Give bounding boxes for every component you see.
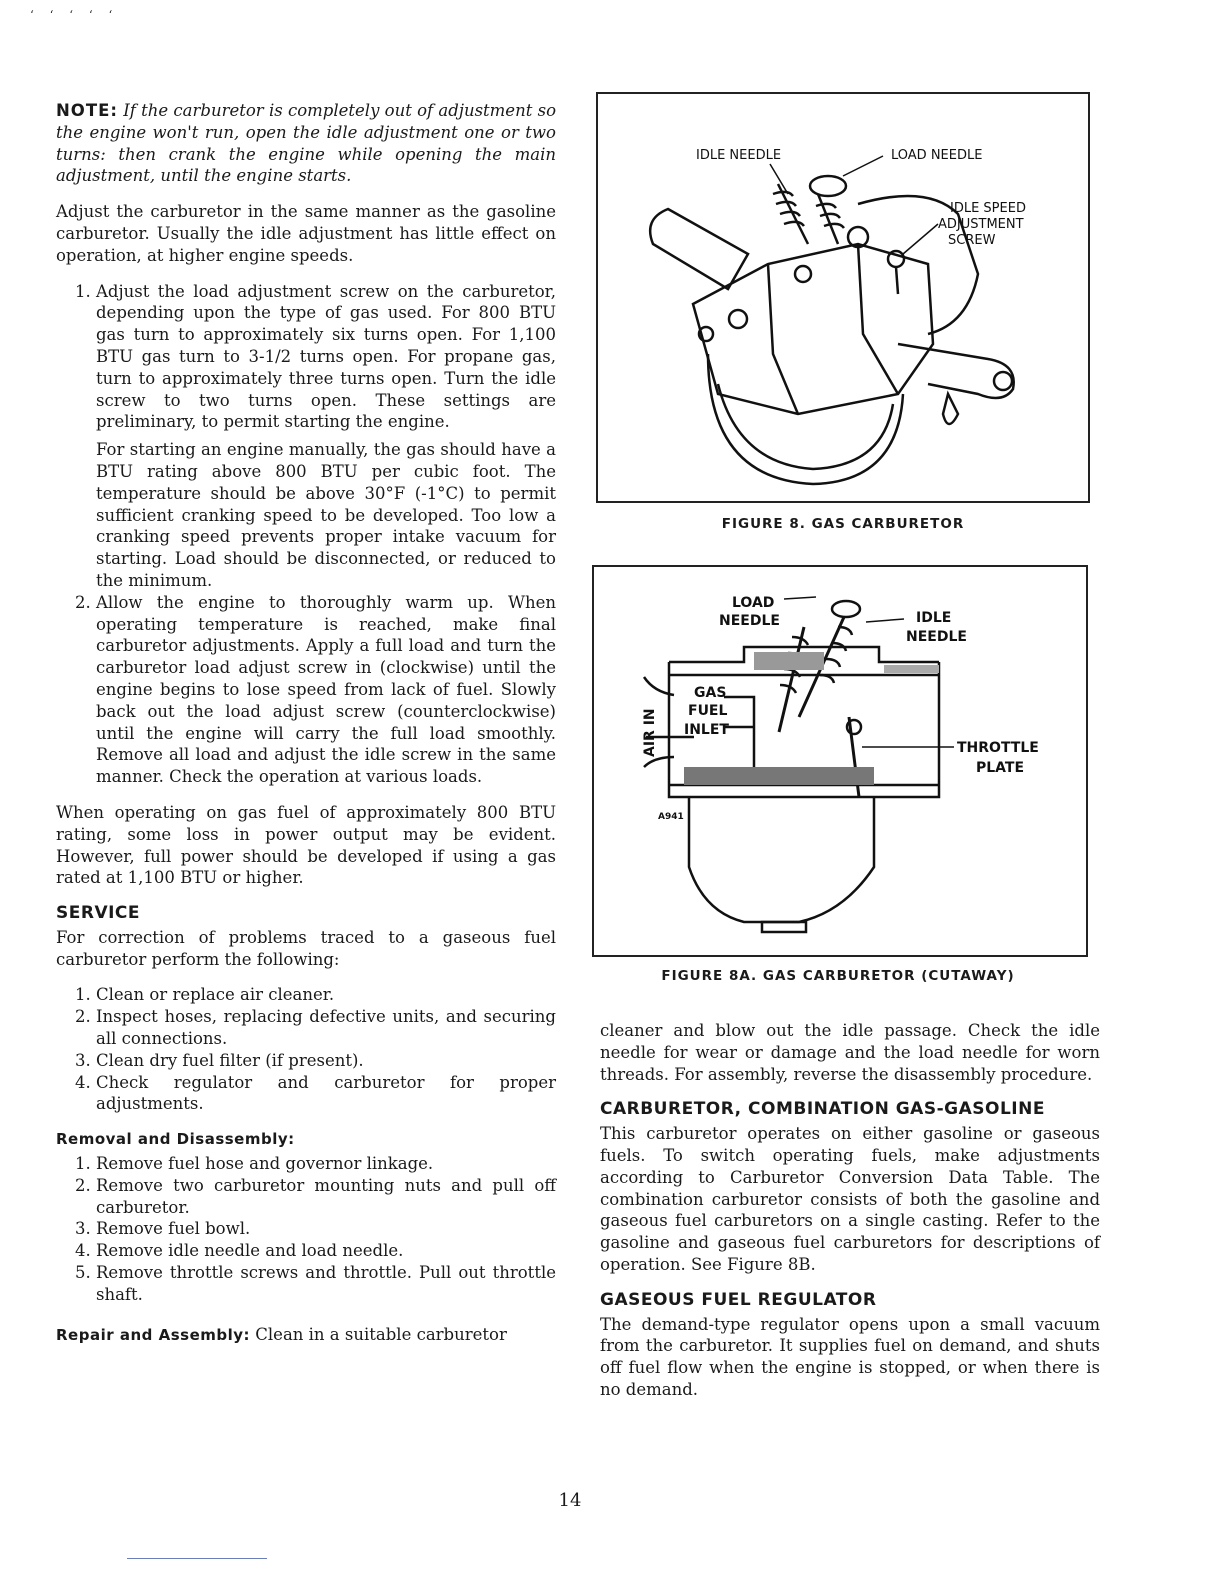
label-inlet: INLET [684,722,729,738]
label-throttle-2: PLATE [976,760,1025,776]
label-figure-code: A941 [658,812,684,822]
label-idle-1: IDLE [916,610,952,626]
label-idle-needle: IDLE NEEDLE [696,148,782,163]
note-label: NOTE: [56,101,118,120]
removal-heading: Removal and Disassembly: [56,1130,295,1149]
removal-item: 2. Remove two carburetor mounting nuts and pull off carburetor. [96,1175,556,1219]
scan-marks: ‘ ‘ ‘ ‘ ‘ [30,8,119,22]
adjust-step: 2. Allow the engine to thoroughly warm up. When operating temperature is reached, make final carburetor adjustments. Apply a full load and turn the carburetor load adjust screw in (clockwise) until the engine begins to lose speed from lack of fuel. Slowly back out the load adjust screw (counterclockwise) until the engine will carry the full load smoothly. Remove all load and adjust the idle screw in the same manner. Check the operation at various loads. [96,592,556,788]
service-item: 3. Clean dry fuel filter (if present). [96,1050,556,1072]
left-column [56,100,556,1360]
label-load-1: LOAD [732,595,775,611]
footer-rule [127,1558,267,1559]
label-load-needle: LOAD NEEDLE [891,148,983,163]
removal-item: 3. Remove fuel bowl. [96,1218,556,1240]
gas-carburetor-illustration [598,94,1088,501]
removal-item: 4. Remove idle needle and load needle. [96,1240,556,1262]
page-number: 14 [558,1490,582,1511]
repair-heading: Repair and Assembly: [56,1325,251,1344]
label-air-in: AIR IN [642,708,658,757]
removal-item: 1. Remove fuel hose and governor linkage. [96,1153,556,1175]
label-idle-speed-1: IDLE SPEED [950,201,1026,216]
label-idle-speed-3: SCREW [948,233,996,248]
adjust-step-extra: For starting an engine manually, the gas should have a BTU rating above 800 BTU per cubic foot. The temperature should be above 30°F (-1°C) to permit sufficient cranking speed to be developed. Too low a cranking speed prevents proper intake vacuum for starting. Load should be disconnected, or reduced to the minimum. [96,440,556,590]
regulator-heading: GASEOUS FUEL REGULATOR [600,1289,877,1310]
removal-list [56,1153,556,1306]
gas-note-paragraph: When operating on gas fuel of approximately 800 BTU rating, some loss in power output may be evident. However, full power should be developed if using a gas rated at 1,100 BTU or higher. [56,802,556,888]
service-heading: SERVICE [56,903,141,924]
repair-text-start: Clean in a suitable carburetor [255,1324,507,1344]
note-text: If the carburetor is completely out of adjustment so the engine won't run, open the idle adjustment one or two turns: then crank the engine while opening the main adjustment, until the engine starts. [56,101,556,186]
adjust-steps-list [56,281,556,788]
adjust-step [96,281,556,592]
regulator-paragraph: The demand-type regulator opens upon a small vacuum from the carburetor. It supplies fuel on demand, and shuts off fuel flow when the engine is stopped, or when there is no demand. [600,1314,1100,1399]
service-item: 2. Inspect hoses, replacing defective units, and securing all connections. [96,1006,556,1050]
label-idle-speed-2: ADJUSTMENT [938,217,1024,232]
adjust-step-text: Adjust the load adjustment screw on the carburetor, depending upon the type of gas used. For 800 BTU gas turn to approximately six turns open. For 1,100 BTU gas turn to 3-1/2 turns open. For propane gas, turn to approximately three turns open. Turn the idle screw to two turns open. These settings are preliminary, to permit starting the engine. [96,281,556,432]
right-column [600,1020,1100,1415]
repair-continued: cleaner and blow out the idle passage. Check the idle needle for wear or damage and the load needle for worn threads. For assembly, reverse the disassembly procedure. [600,1021,1100,1084]
service-intro: For correction of problems traced to a gaseous fuel carburetor perform the following: [56,927,556,969]
note-paragraph [56,100,556,187]
figure-8-box [596,92,1090,503]
service-item: 1. Clean or replace air cleaner. [96,984,556,1006]
figure-8a-box [592,565,1088,957]
label-fuel: FUEL [688,703,728,719]
figure-8a-caption: FIGURE 8A. GAS CARBURETOR (CUTAWAY) [661,968,1015,984]
label-throttle-1: THROTTLE [957,740,1039,756]
service-item: 4. Check regulator and carburetor for proper adjustments. [96,1072,556,1116]
intro-paragraph: Adjust the carburetor in the same manner as the gasoline carburetor. Usually the idle adjustment has little effect on operation, at higher engine speeds. [56,202,556,265]
label-idle-2: NEEDLE [906,629,967,645]
repair-paragraph [56,1324,556,1347]
label-load-2: NEEDLE [719,613,780,629]
gas-carburetor-cutaway-illustration [594,567,1086,955]
combination-heading: CARBURETOR, COMBINATION GAS-GASOLINE [600,1099,1045,1120]
figure-8-caption: FIGURE 8. GAS CARBURETOR [721,516,965,532]
label-gas: GAS [694,685,727,701]
service-list [56,984,556,1115]
combination-paragraph: This carburetor operates on either gasoline or gaseous fuels. To switch operating fuels, make adjustments according to Carburetor Conversion Data Table. The combination carburetor consists of both the gasoline and gaseous fuel carburetors on a single casting. Refer to the gasoline and gaseous fuel carburetors for descriptions of operation. See Figure 8B. [600,1124,1100,1274]
removal-item: 5. Remove throttle screws and throttle. Pull out throttle shaft. [96,1262,556,1306]
